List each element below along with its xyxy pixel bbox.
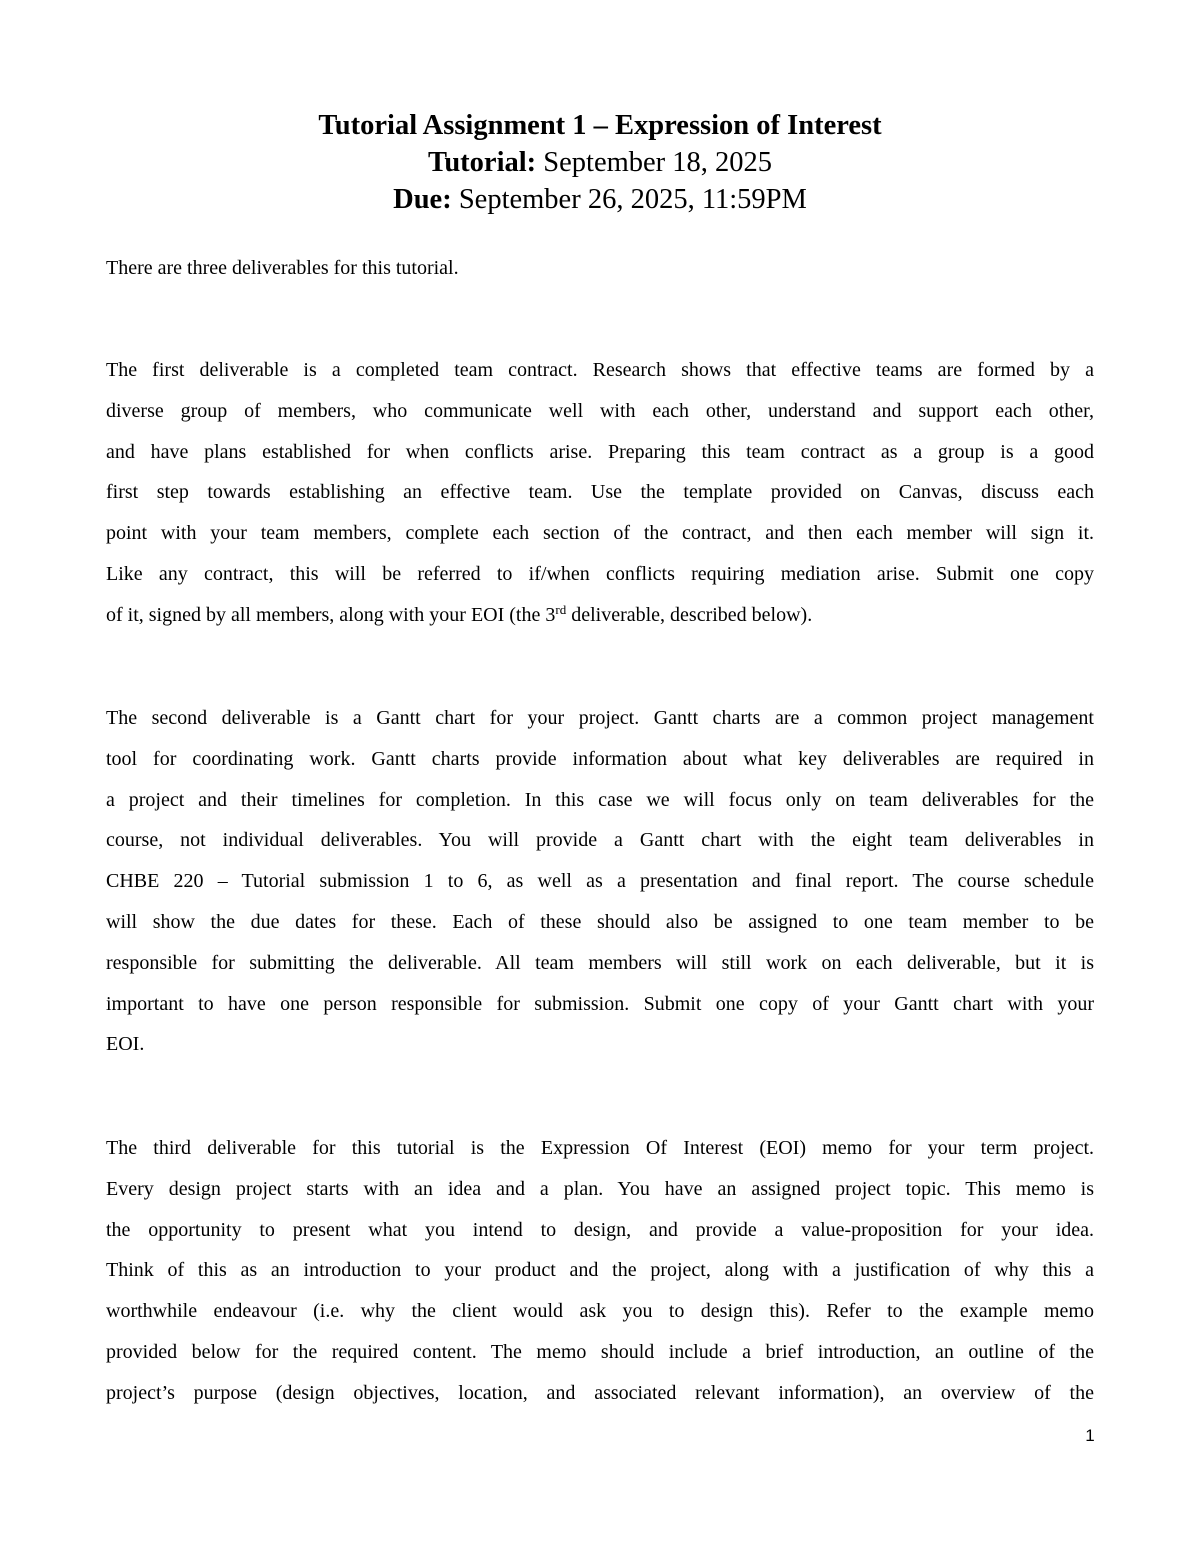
paragraph-line: provided below for the required content. The memo should include a brief introduction, an outline of the — [106, 1340, 1094, 1363]
paragraph-line: first step towards establishing an effective team. Use the template provided on Canvas, discuss each — [106, 481, 1094, 504]
paragraph-line: responsible for submitting the deliverable. All team members will still work on each deliverable, but it is — [106, 951, 1094, 974]
paragraph-line: of it, signed by all members, along with your EOI (the 3rd deliverable, described below). — [106, 601, 813, 626]
paragraph-line: EOI. — [106, 1033, 145, 1056]
document-header — [0, 107, 1200, 218]
tutorial-date: September 18, 2025 — [536, 147, 773, 178]
paragraph-line: tool for coordinating work. Gantt charts provide information about what key deliverables are required in — [106, 747, 1094, 770]
paragraph-line: worthwhile endeavour (i.e. why the client would ask you to design this). Refer to the example memo — [106, 1300, 1094, 1323]
paragraph-third-deliverable — [106, 1128, 1094, 1414]
paragraph-first-deliverable — [106, 350, 1094, 636]
due-label: Due: — [393, 184, 452, 215]
paragraph-second-deliverable — [106, 698, 1094, 1065]
paragraph-line: The third deliverable for this tutorial is the Expression Of Interest (EOI) memo for your term project. — [106, 1137, 1094, 1159]
paragraph-line: Think of this as an introduction to your product and the project, along with a justification of why this a — [106, 1259, 1094, 1282]
paragraph-line: and have plans established for when conflicts arise. Preparing this team contract as a group is a good — [106, 440, 1094, 463]
paragraph-line: will show the due dates for these. Each of these should also be assigned to one team member to be — [106, 910, 1094, 933]
paragraph-line: Like any contract, this will be referred to if/when conflicts requiring mediation arise. Submit one copy — [106, 562, 1094, 585]
paragraph-line: The first deliverable is a completed team contract. Research shows that effective teams are formed by a — [106, 359, 1094, 381]
paragraph-line: project’s purpose (design objectives, location, and associated relevant information), an overview of the — [106, 1381, 1094, 1404]
intro-sentence: There are three deliverables for this tutorial. — [106, 257, 459, 279]
tutorial-label: Tutorial: — [427, 147, 537, 178]
paragraph-line: point with your team members, complete each section of the contract, and then each member will sign it. — [106, 522, 1094, 545]
paragraph-line: CHBE 220 – Tutorial submission 1 to 6, as well as a presentation and final report. The course schedule — [106, 870, 1094, 893]
paragraph-line: course, not individual deliverables. You will provide a Gantt chart with the eight team deliverables in — [106, 829, 1094, 852]
document-title: Tutorial Assignment 1 – Expression of Interest — [318, 110, 882, 141]
page-number: 1 — [1085, 1426, 1095, 1445]
paragraph-line: important to have one person responsible for submission. Submit one copy of your Gantt chart with your — [106, 992, 1094, 1015]
due-date: September 26, 2025, 11:59PM — [451, 184, 807, 215]
paragraph-line: diverse group of members, who communicate well with each other, understand and support each other, — [106, 399, 1094, 422]
due-date-line — [0, 181, 1200, 218]
paragraph-line: The second deliverable is a Gantt chart for your project. Gantt charts are a common project management — [106, 707, 1094, 729]
paragraph-line: the opportunity to present what you intend to design, and provide a value-proposition for your idea. — [106, 1218, 1094, 1241]
tutorial-date-line — [0, 144, 1200, 181]
ordinal-superscript: rd — [555, 601, 567, 617]
paragraph-line: Every design project starts with an idea and a plan. You have an assigned project topic. This memo is — [106, 1177, 1094, 1200]
paragraph-line: a project and their timelines for completion. In this case we will focus only on team deliverables for the — [106, 788, 1094, 811]
